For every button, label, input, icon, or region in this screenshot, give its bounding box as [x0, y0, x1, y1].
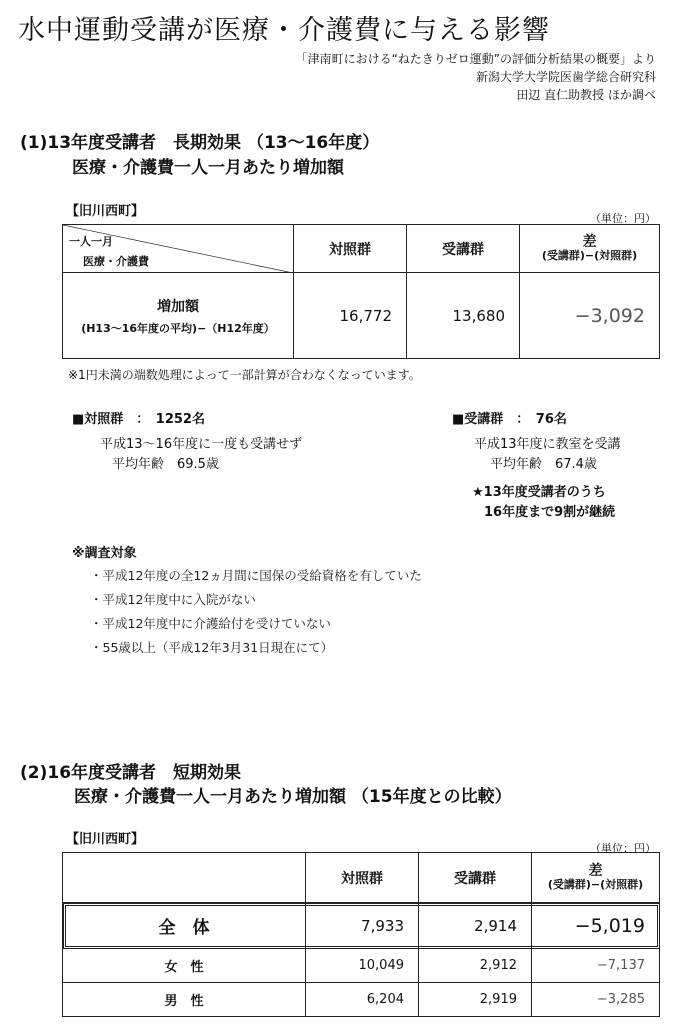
row-label: 全 体	[63, 903, 306, 949]
page-title: 水中運動受講が医療・介護費に与える影響	[18, 15, 550, 46]
control-value: 7,933	[306, 903, 419, 949]
diff-header	[520, 225, 660, 273]
section1-town-label: 【旧川西町】	[66, 204, 145, 219]
treated-value: 13,680	[407, 273, 520, 359]
table-row	[63, 949, 660, 983]
row-label-sub: (H13〜16年度の平均)−（H12年度）	[81, 321, 275, 335]
section2-town-label: 【旧川西町】	[66, 832, 145, 847]
control-group-age: 平均年齢 69.5歳	[112, 457, 219, 472]
treated-value: 2,912	[419, 949, 532, 983]
diff-value: −3,092	[520, 273, 660, 359]
diag-top-label: 一人一月	[69, 235, 113, 248]
section1-heading: (1)13年度受講者 長期効果 （13〜16年度）	[20, 133, 380, 153]
control-value: 10,049	[306, 949, 419, 983]
section1-footnote: ※1円未満の端数処理によって一部計算が合わなくなっています。	[68, 368, 421, 382]
diff-header-sub: (受講群)−(対照群)	[547, 877, 644, 891]
continuation-note-1: ★13年度受講者のうち	[472, 485, 606, 500]
source-institution: 新潟大学大学院医歯学総合研究科	[475, 70, 656, 84]
source-author: 田辺 直仁助教授 ほか調べ	[516, 88, 656, 102]
table-row	[63, 273, 660, 359]
survey-title: ※調査対象	[72, 546, 137, 561]
table-row	[63, 903, 660, 949]
row-label: 男 性	[63, 983, 306, 1017]
diagonal-header-cell	[63, 225, 294, 273]
diff-header-main: 差	[588, 862, 603, 879]
control-header: 対照群	[306, 853, 419, 903]
diag-bottom-label: 医療・介護費	[83, 255, 149, 268]
table-row	[63, 983, 660, 1017]
section2-table-header	[63, 853, 660, 903]
treated-header: 受講群	[419, 853, 532, 903]
control-group-label: ■対照群 ： 1252名	[72, 412, 205, 427]
treated-group-age: 平均年齢 67.4歳	[490, 457, 597, 472]
treated-group-desc: 平成13年度に教室を受講	[474, 437, 621, 452]
treated-value: 2,914	[419, 903, 532, 949]
treated-header: 受講群	[407, 225, 520, 273]
section1-table-header	[63, 225, 660, 273]
diff-value: −3,285	[532, 983, 660, 1017]
section2-heading: (2)16年度受講者 短期効果	[20, 763, 242, 783]
diff-value: −5,019	[532, 903, 660, 949]
diff-value: −7,137	[532, 949, 660, 983]
control-value: 16,772	[294, 273, 407, 359]
survey-item: ・55歳以上（平成12年3月31日現在にて）	[90, 640, 334, 655]
source-citation: 「津南町における“ねたきりゼロ運動”の評価分析結果の概要」より	[295, 52, 656, 66]
survey-item: ・平成12年度の全12ヵ月間に国保の受給資格を有していた	[90, 568, 422, 583]
diff-header-main: 差	[582, 233, 597, 250]
section2-table	[62, 852, 660, 1017]
diff-header-sub: (受講群)−(対照群)	[541, 248, 638, 262]
section2-subheading: 医療・介護費一人一月あたり増加額 （15年度との比較）	[74, 787, 512, 807]
row-label: 増加額	[157, 298, 199, 315]
section1-unit: （単位：円）	[590, 212, 656, 225]
section1-table	[62, 224, 660, 359]
diff-header	[532, 853, 660, 903]
header-empty-cell	[63, 853, 306, 903]
control-group-desc: 平成13〜16年度に一度も受講せず	[100, 437, 303, 452]
survey-item: ・平成12年度中に介護給付を受けていない	[90, 616, 331, 631]
survey-item: ・平成12年度中に入院がない	[90, 592, 256, 607]
control-value: 6,204	[306, 983, 419, 1017]
row-label: 女 性	[63, 949, 306, 983]
section1-subheading: 医療・介護費一人一月あたり増加額	[72, 158, 344, 178]
section2-unit: （単位：円）	[590, 842, 656, 855]
treated-value: 2,919	[419, 983, 532, 1017]
control-header: 対照群	[294, 225, 407, 273]
row-label-cell	[63, 273, 294, 359]
treated-group-label: ■受講群 ： 76名	[452, 412, 567, 427]
continuation-note-2: 16年度まで9割が継続	[484, 505, 616, 520]
